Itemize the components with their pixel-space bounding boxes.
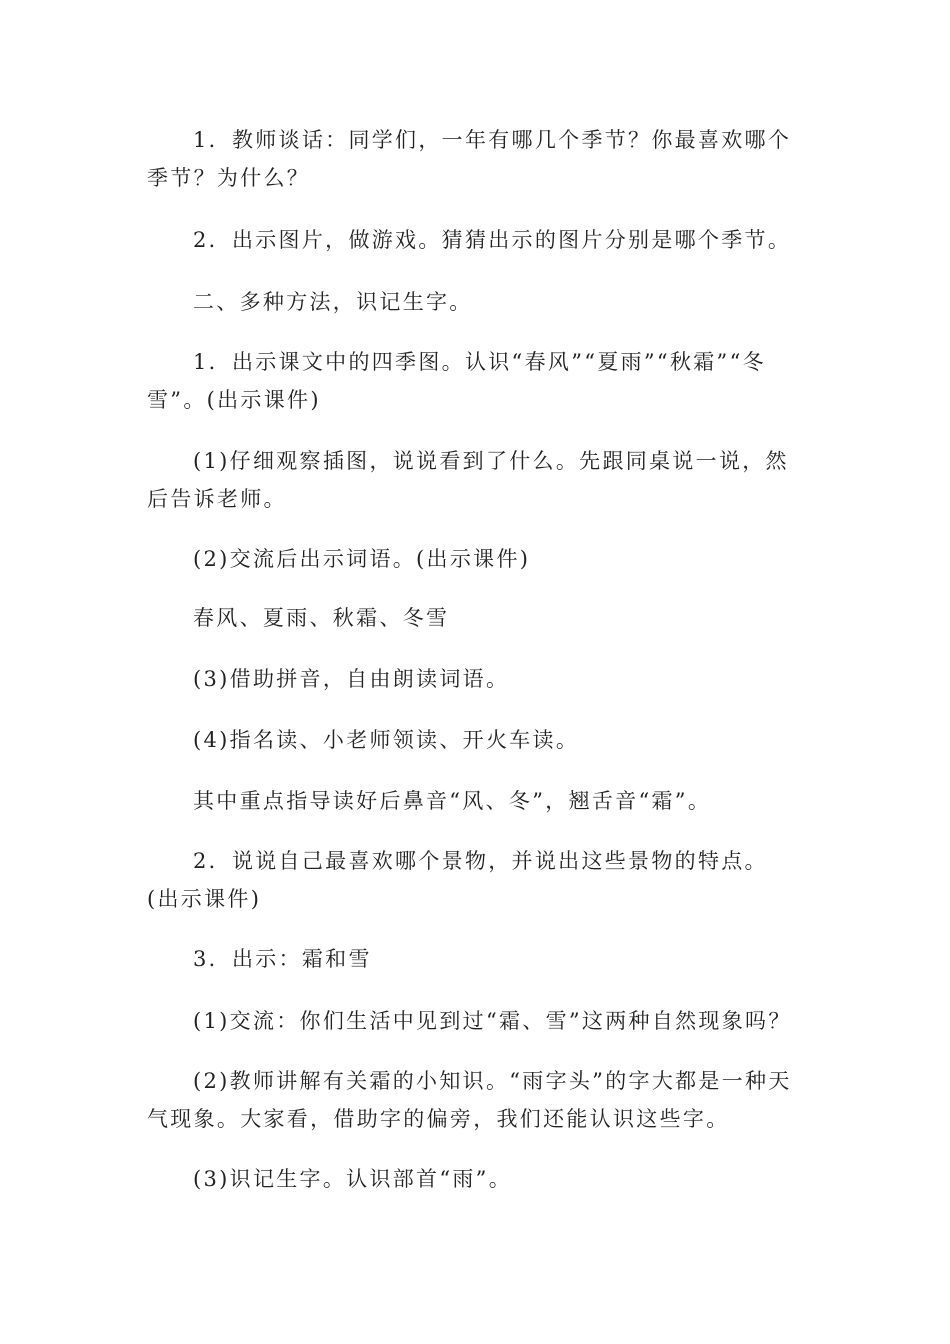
paragraph-frost-knowledge: (2)教师讲解有关霜的小知识。“雨字头”的字大都是一种天气现象。大家看，借助字的偏旁，我们还能认识这些字。 (147, 1069, 792, 1131)
paragraph-show-words: (2)交流后出示词语。(出示课件) (193, 547, 531, 571)
paragraph-four-seasons: 1．出示课文中的四季图。认识“春风”“夏雨”“秋霜”“冬雪”。(出示课件) (147, 350, 766, 412)
section-heading-methods: 二、多种方法，识记生字。 (193, 290, 473, 314)
paragraph-frost-snow: 3．出示：霜和雪 (193, 947, 372, 971)
paragraph-named-reading: (4)指名读、小老师领读、开火车读。 (193, 728, 580, 752)
paragraph-pronunciation-focus: 其中重点指导读好后鼻音“风、冬”，翘舌音“霜”。 (193, 789, 712, 813)
paragraph-show-pictures: 2．出示图片，做游戏。猜猜出示的图片分别是哪个季节。 (193, 228, 792, 252)
paragraph-exchange: (1)交流：你们生活中见到过“霜、雪”这两种自然现象吗？ (193, 1009, 792, 1033)
paragraph-favorite-scenery: 2．说说自己最喜欢哪个景物，并说出这些景物的特点。(出示课件) (147, 849, 768, 911)
paragraph-radical-rain: (3)识记生字。认识部首“雨”。 (193, 1167, 513, 1191)
paragraph-observe-illustration: (1)仔细观察插图，说说看到了什么。先跟同桌说一说，然后告诉老师。 (147, 449, 789, 511)
paragraph-teacher-talk: 1．教师谈话：同学们，一年有哪几个季节？你最喜欢哪个季节？为什么？ (147, 128, 792, 190)
paragraph-pinyin-reading: (3)借助拼音，自由朗读词语。 (193, 667, 510, 691)
paragraph-word-list: 春风、夏雨、秋霜、冬雪 (193, 606, 450, 630)
